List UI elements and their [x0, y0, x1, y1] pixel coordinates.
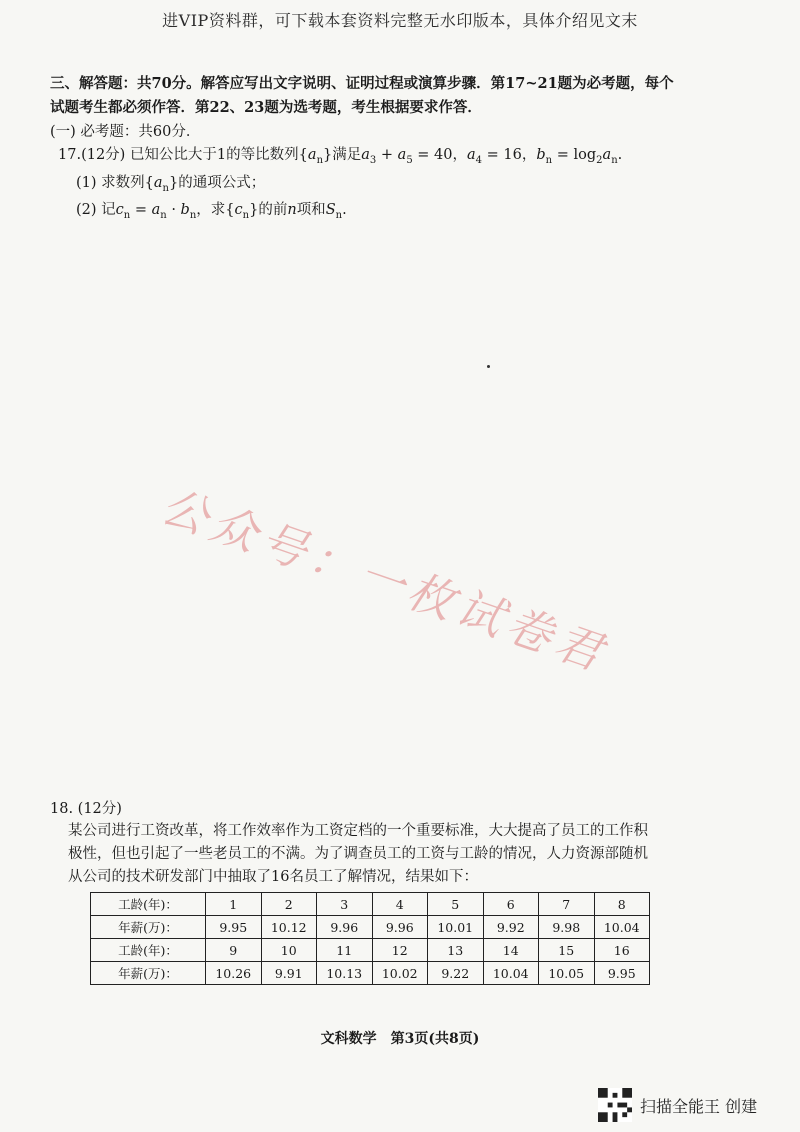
salary-table — [90, 892, 650, 985]
table-row-label: 工龄(年)： — [91, 893, 206, 916]
q17-number: 17. — [58, 147, 82, 163]
table-cell: 9.98 — [539, 916, 595, 939]
table-cell: 10.04 — [594, 916, 650, 939]
table-cell: 15 — [539, 939, 595, 962]
table-cell: 10.04 — [483, 962, 539, 985]
table-row-label: 年薪(万)： — [91, 916, 206, 939]
table-cell: 5 — [428, 893, 484, 916]
table-cell: 9.92 — [483, 916, 539, 939]
scanner-badge — [598, 1088, 757, 1122]
scanner-label: 扫描全能王 创建 — [640, 1096, 758, 1116]
table-cell: 9 — [206, 939, 262, 962]
q17-cond-word: 满足 — [332, 147, 362, 163]
table-cell: 10 — [261, 939, 317, 962]
table-row — [91, 916, 650, 939]
table-row-label: 年薪(万)： — [91, 962, 206, 985]
table-cell: 1 — [206, 893, 262, 916]
table-row — [91, 939, 650, 962]
page-footer: 文科数学 第3页(共8页) — [320, 1031, 480, 1047]
table-cell: 14 — [483, 939, 539, 962]
table-cell: 2 — [261, 893, 317, 916]
table-cell: 9.91 — [261, 962, 317, 985]
question-17-stem: 17.(12分) 已知公比大于1的等比数列$\{a_n\}$满足$a_3 + a_5 = 40$，$a_4 = 16$，$b_n = \log_2a_n$. — [58, 147, 623, 166]
q17-score: (12分) — [81, 147, 126, 163]
section-intro-line2: 试题考生都必须作答．第22、23题为选考题，考生根据要求作答． — [50, 99, 482, 116]
table-cell: 12 — [372, 939, 428, 962]
header-banner: 进VIP资料群，可下载本套资料完整无水印版本，具体介绍见文末 — [162, 11, 638, 30]
table-cell: 4 — [372, 893, 428, 916]
question-18-head: 18. (12分) — [50, 801, 122, 817]
question-17-part2: (2) 记$c_n = a_n \cdot b_n$，求$\{c_n\}$的前n项和$S_n$. — [76, 202, 347, 221]
table-cell: 6 — [483, 893, 539, 916]
q17-seq-a: a — [307, 147, 317, 163]
table-row-label: 工龄(年)： — [91, 939, 206, 962]
q17-stem-text: 已知公比大于1的等比数列 — [129, 147, 299, 163]
table-cell: 9.95 — [206, 916, 262, 939]
table-cell: 16 — [594, 939, 650, 962]
table-cell: 9.96 — [317, 916, 373, 939]
table-cell: 10.12 — [261, 916, 317, 939]
table-cell: 9.95 — [594, 962, 650, 985]
question-17-part1: (1) 求数列$\{a_n\}$的通项公式； — [76, 175, 266, 194]
table-cell: 10.26 — [206, 962, 262, 985]
table-cell: 8 — [594, 893, 650, 916]
table-row — [91, 962, 650, 985]
subsection-heading: (一) 必考题：共60分． — [50, 124, 201, 140]
table-cell: 10.02 — [372, 962, 428, 985]
table-cell: 7 — [539, 893, 595, 916]
table-cell: 3 — [317, 893, 373, 916]
table-cell: 10.01 — [428, 916, 484, 939]
section-instructions — [50, 72, 760, 120]
watermark-text: 公众号：一枚试卷君 — [154, 478, 615, 682]
qr-code-icon — [598, 1088, 632, 1122]
table-cell: 9.96 — [372, 916, 428, 939]
table-cell: 10.13 — [317, 962, 373, 985]
question-18-body: 某公司进行工资改革，将工作效率作为工资定档的一个重要标准，大大提高了员工的工作积 极性，但也引起了一些老员工的不满。为了调查员工的工资与工龄的情况，人力资源部随机 从公司的技术研发部门中抽取了16名员工了解情况，结果如下： — [68, 823, 648, 885]
table-cell: 10.05 — [539, 962, 595, 985]
table-cell: 9.22 — [428, 962, 484, 985]
stray-dot — [487, 365, 490, 368]
table-row — [91, 893, 650, 916]
table-cell: 13 — [428, 939, 484, 962]
table-cell: 11 — [317, 939, 373, 962]
section-intro-line1: 三、解答题：共70分。解答应写出文字说明、证明过程或演算步骤．第17~21题为必考题，每个 — [50, 75, 674, 92]
